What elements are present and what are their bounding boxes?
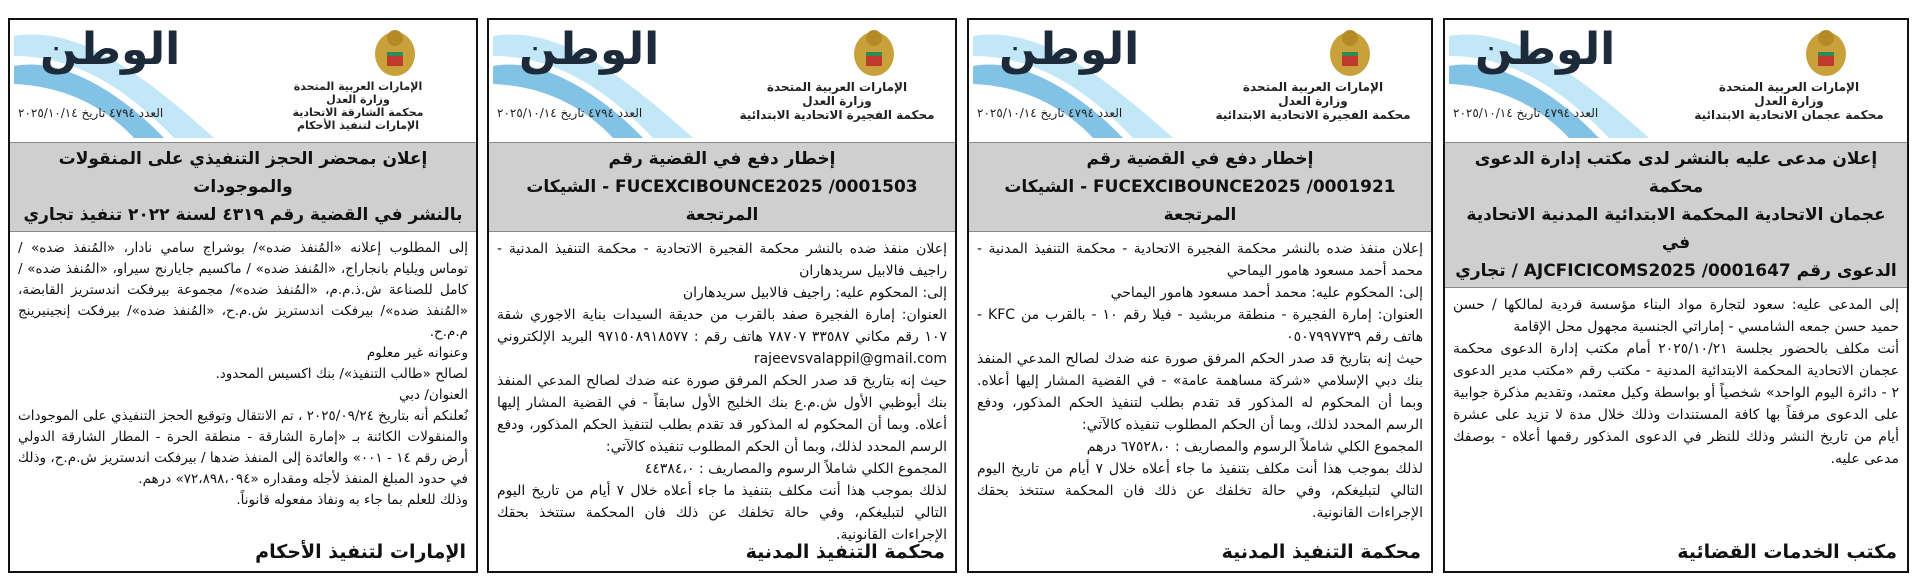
body-paragraph: لذلك بموجب هذا أنت مكلف بتنفيذ ما جاء أعلاه خلال ٧ أيام من تاريخ اليوم التالي لتبليغكم، وفي حالة تخلفك عن ذلك فان المحكمة ستتخذ بحقك الإجراءات القانونية.: [497, 483, 947, 543]
uae-emblem-icon: [1327, 26, 1373, 78]
body-paragraph: العنوان: إمارة الفجيرة - منطقة مربشيد - فيلا رقم ١٠ - بالقرب من KFC - هاتف رقم ٠٥٠٧٩٩٧٧٣٩: [977, 307, 1423, 345]
authority-block: [248, 80, 468, 132]
authority-line: الإمارات العربية المتحدة: [1718, 80, 1860, 94]
body-paragraph: إلى المطلوب إعلانه «المُنفذ ضده»/ بوشراج سامي نادار، «المُنفذ ضده» / توماس ويليام بانجاراج، «المُنفذ ضده» / ماكسيم جايارنج سيراو، «المُنفذ ضده» / كامل للصناعة ش.ذ.م.م، «المُنفذ ضده»/ مجموعة بيرفكت اندستريز القابضة، «المُنفذ ضده»/ بيرفكت اندستريز ش.م.ح، «المُنفذ ضده»/ بيرفكت إنجينيرينج م.م.ح.: [18, 240, 468, 340]
title-line: بالنشر في القضية رقم ٤٣١٩ لسنة ٢٠٢٢ تنفيذ تجاري: [23, 205, 463, 225]
body-paragraph: المجموع الكلي شاملاً الرسوم والمصاريف : ٤٤٣٨٤،٠: [644, 461, 947, 477]
body-paragraph: حيث إنه بتاريخ قد صدر الحكم المرفق صورة عنه ضدك لصالح المدعي المنفذ بنك دبي الإسلامي «شركة مساهمة عامة» - في القضية المشار إليها أعلاه. وبما أن المحكوم له المذكور قد تقدم بطلب لتنفيذ الحكم المذكور، ودفع الرسم المحدد لذلك، وبما أن الحكم المطلوب تنفيذه كالآتي:: [977, 351, 1423, 433]
body-paragraph: لذلك بموجب هذا أنت مكلف بتنفيذ ما جاء أعلاه خلال ٧ أيام من تاريخ اليوم التالي لتبليغكم، وفي حالة تخلفك عن ذلك فان المحكمة ستتخذ بحقك الإجراءات القانونية.: [977, 461, 1423, 521]
authority-line: الإمارات العربية المتحدة: [293, 80, 423, 93]
authority-line: وزارة العدل: [326, 93, 390, 106]
title-line: عجمان الاتحادية المحكمة الابتدائية المدنية الاتحادية في: [1466, 205, 1886, 253]
notice-header: [10, 20, 476, 142]
body-paragraph: المجموع الكلي شاملاً الرسوم والمصاريف : ٦٧٥٢٨،٠ درهم: [1086, 439, 1423, 455]
authority-line: الإمارات لتنفيذ الأحكام: [296, 119, 420, 132]
authority-block: [1203, 80, 1423, 122]
notice-signature: الإمارات لتنفيذ الأحكام: [255, 541, 466, 563]
notice-signature: مكتب الخدمات القضائية: [1677, 541, 1897, 563]
body-paragraph: لصالح «طالب التنفيذ»/ بنك اكسيس المحدود.: [215, 366, 468, 382]
notice-title: [969, 142, 1431, 232]
body-paragraph: أنت مكلف بالحضور بجلسة ٢٠٢٥/١٠/٢١ أمام مكتب إدارة الدعوى محكمة عجمان الاتحادية المحكمة الابتدائية المدنية - مكتب رقم «مكتب مدير الدعوى ٢ - دائرة اليوم الواحد» شخصياً أو بواسطة وكيل معتمد، وتقديم مذكرة جوابية على الدعوى مرفقاً بها كافة المستندات وذلك خلال مدة لا تزيد على عشرة أيام من تاريخ النشر وذلك للنظر في الدعوى المذكور رقمها أعلاه - بوصفك مدعى عليه.: [1453, 341, 1899, 467]
issue-date: العدد ٤٧٩٤ تاريخ ٢٠٢٥/١٠/١٤: [497, 106, 643, 120]
title-line: إعلان مدعى عليه بالنشر لدى مكتب إدارة الدعوى محكمة: [1474, 149, 1878, 197]
notice-fujairah-1921: [967, 18, 1433, 573]
notice-header: [969, 20, 1431, 142]
authority-line: الإمارات العربية المتحدة: [766, 80, 908, 94]
authority-line: الإمارات العربية المتحدة: [1242, 80, 1384, 94]
body-paragraph: حيث إنه بتاريخ قد صدر الحكم المرفق صورة عنه ضدك لصالح المدعي المنفذ بنك أبوظبي الأول ش.م.ع بنك الخليج الأول سابقاً - في القضية المشار إليها أعلاه. وبما أن المحكوم له المذكور قد تقدم بطلب لتنفيذ الحكم المذكور، ودفع الرسم المحدد لذلك، وبما أن الحكم المطلوب تنفيذه كالآتي:: [497, 373, 947, 455]
body-paragraph: إلى: المحكوم عليه: محمد أحمد مسعود هامور اليماحي: [1110, 285, 1423, 301]
authority-line: محكمة الشارقة الاتحادية: [292, 106, 424, 119]
notice-title: [1445, 142, 1907, 288]
body-paragraph: وعنوانه غير معلوم: [366, 345, 468, 361]
notice-body: [1445, 288, 1907, 470]
newspaper-logo: الوطن: [999, 24, 1140, 75]
body-paragraph: العنوان/ دبي: [399, 387, 468, 403]
body-paragraph: إلى: المحكوم عليه: راجيف فالابيل سريدهاران: [682, 285, 947, 301]
notice-sharjah: [8, 18, 478, 573]
notice-signature: محكمة التنفيذ المدنية: [1221, 541, 1421, 563]
body-paragraph: إلى المدعى عليه: سعود لتجارة مواد البناء مؤسسة فردية لمالكها / حسن حميد حسن جمعه الشامسي - إماراتي الجنسية مجهول محل الإقامة: [1453, 297, 1899, 335]
notice-body: [489, 232, 955, 546]
authority-block: [1679, 80, 1899, 122]
authority-line: وزارة العدل: [1278, 94, 1348, 108]
issue-date: العدد ٤٧٩٤ تاريخ ٢٠٢٥/١٠/١٤: [977, 106, 1123, 120]
newspaper-logo: الوطن: [1475, 24, 1616, 75]
authority-line: محكمة الفجيرة الاتحادية الابتدائية: [1215, 108, 1411, 122]
newspaper-logo: الوطن: [519, 24, 660, 75]
issue-date: العدد ٤٧٩٤ تاريخ ٢٠٢٥/١٠/١٤: [18, 106, 164, 120]
uae-emblem-icon: [851, 26, 897, 78]
authority-line: محكمة الفجيرة الاتحادية الابتدائية: [739, 108, 935, 122]
title-line: الدعوى رقم AJCFICICOMS2025 /0001647 / تجاري: [1455, 261, 1897, 281]
notice-fujairah-1503: [487, 18, 957, 573]
body-paragraph: نُعلنكم أنه بتاريخ ٢٠٢٥/٠٩/٢٤ ، تم الانتقال وتوقيع الحجز التنفيذي على الموجودات والمنقولات الكائنة بـ «إمارة الشارقة - منطقة الحرة - المطار الشارقة الدولي أرض رقم ١٤ - ٠٠١» والعائدة إلى المنفذ ضدها / بيرفكت اندستريز ش.م.ح، وذلك في حدود المبلغ المنفذ لأجله ومقداره «٧٢،٨٩٨،٠٩٤» درهم.: [18, 408, 468, 487]
notice-header: [1445, 20, 1907, 142]
notice-header: [489, 20, 955, 142]
newspaper-logo: الوطن: [40, 24, 181, 75]
body-paragraph: إعلان منفذ ضده بالنشر محكمة الفجيرة الاتحادية - محكمة التنفيذ المدنية - راجيف فالابيل سريدهاران: [497, 241, 947, 279]
uae-emblem-icon: [372, 26, 418, 78]
title-line: إخطار دفع في القضية رقم: [1086, 149, 1314, 169]
authority-line: وزارة العدل: [802, 94, 872, 108]
issue-date: العدد ٤٧٩٤ تاريخ ٢٠٢٥/١٠/١٤: [1453, 106, 1599, 120]
title-line: FUCEXCIBOUNCE2025 /0001921 - الشيكات المرتجعة: [1004, 177, 1396, 225]
notice-title: [10, 142, 476, 232]
notice-signature: محكمة التنفيذ المدنية: [745, 541, 945, 563]
notice-body: [10, 232, 476, 511]
uae-emblem-icon: [1803, 26, 1849, 78]
notice-body: [969, 232, 1431, 524]
title-line: FUCEXCIBOUNCE2025 /0001503 - الشيكات المرتجعة: [526, 177, 918, 225]
notice-ajman: [1443, 18, 1909, 573]
body-paragraph: العنوان: إمارة الفجيرة صفد بالقرب من حديقة السيدات بناية الاجوري شقة ١٠٧ رقم مكاني ٣٣٥٨٧ ٧٨٧٠٧ هاتف رقم : ٩٧١٥٠٨٩١٨٥٧٧ البريد الإلكتروني rajeevsvalappil@gmail.com: [497, 307, 947, 367]
body-paragraph: وذلك للعلم بما جاء به ونفاذ مفعوله قانوناً.: [236, 492, 468, 508]
body-paragraph: إعلان منفذ ضده بالنشر محكمة الفجيرة الاتحادية - محكمة التنفيذ المدنية - محمد أحمد مسعود هامور اليماحي: [977, 241, 1423, 279]
authority-line: محكمة عجمان الاتحادية الابتدائية: [1694, 108, 1884, 122]
title-line: إخطار دفع في القضية رقم: [608, 149, 836, 169]
title-line: إعلان بمحضر الحجز التنفيذي على المنقولات والموجودات: [58, 149, 428, 197]
authority-block: [727, 80, 947, 122]
notice-title: [489, 142, 955, 232]
authority-line: وزارة العدل: [1754, 94, 1824, 108]
